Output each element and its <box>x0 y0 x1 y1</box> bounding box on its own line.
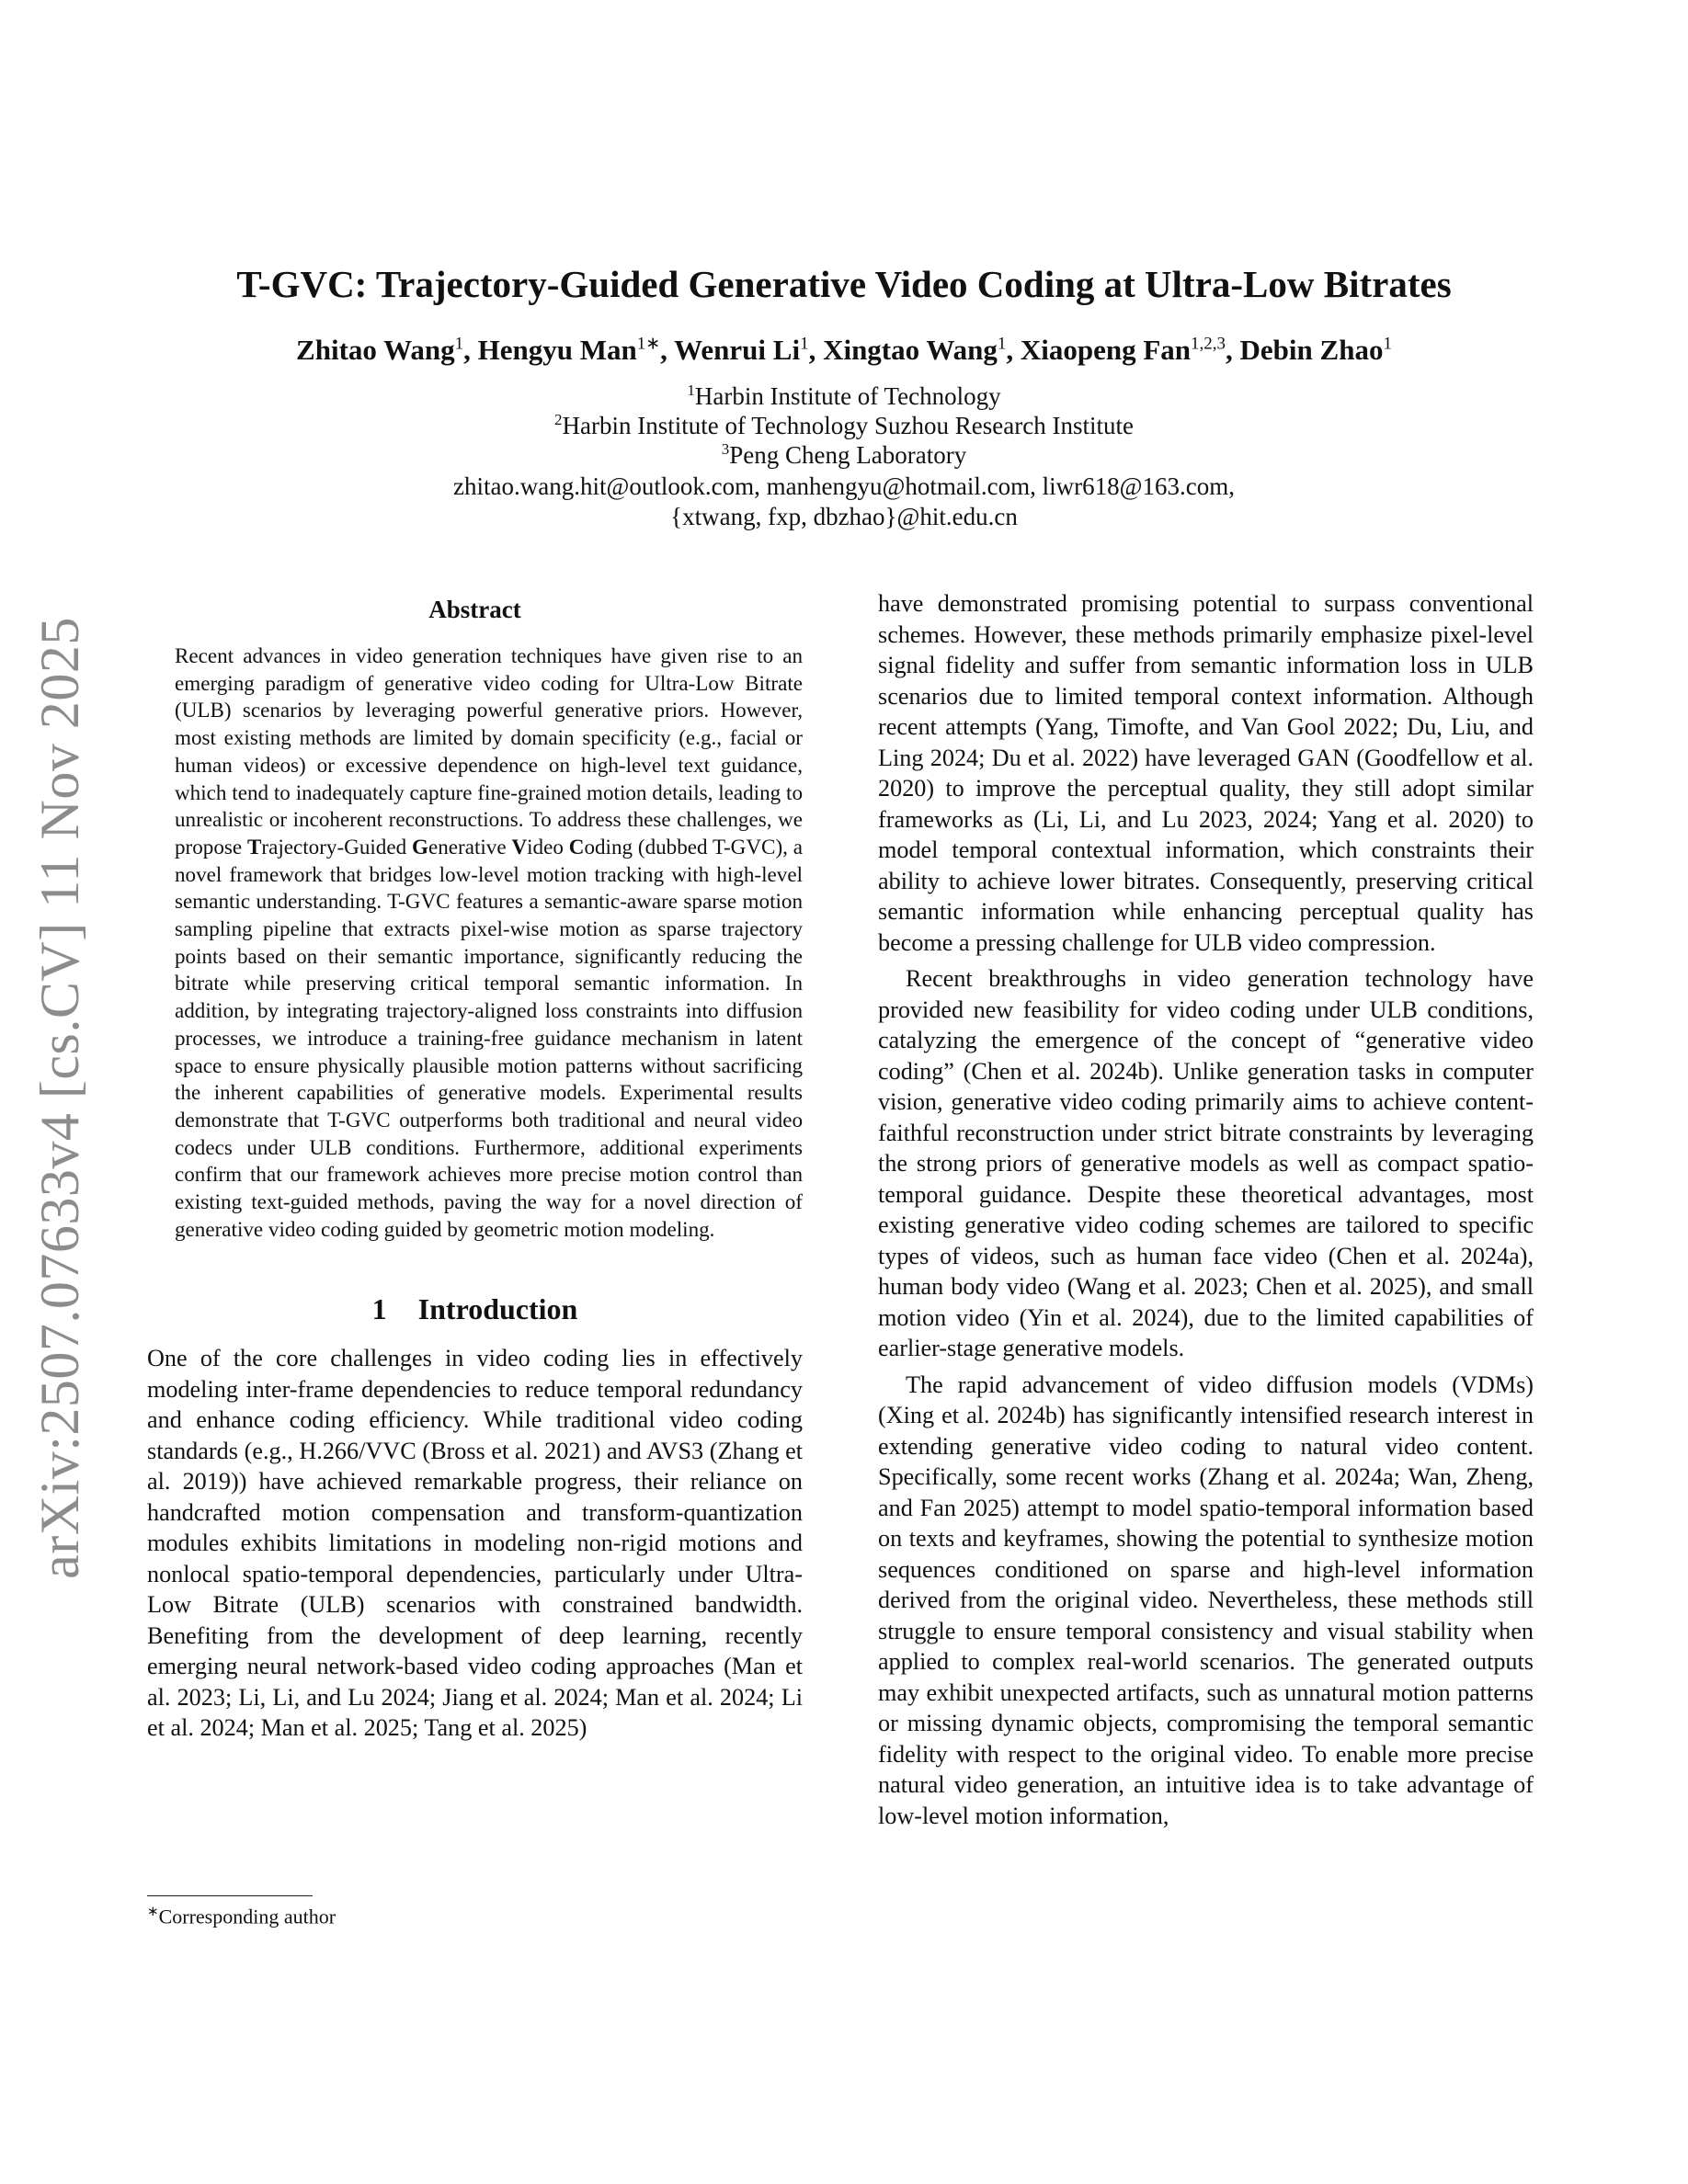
affiliation: $^2$Harbin Institute of Technology Suzhou Research Institute <box>554 411 1134 439</box>
footnote <box>147 1903 699 1928</box>
arxiv-side-stamp <box>18 599 101 1597</box>
author-affil-mark: 1∗ <box>636 334 661 354</box>
author-emails: zhitao.wang.hit@outlook.com, manhengyu@hotmail.com, liwr618@163.com, <box>453 472 1235 500</box>
affiliation: $^3$Peng Cheng Laboratory <box>721 440 967 469</box>
affiliation: $^1$Harbin Institute of Technology <box>687 381 1001 410</box>
left-column <box>147 588 803 1744</box>
paper-title: T-GVC: Trajectory-Guided Generative Video Coding at Ultra-Low Bitrates <box>236 263 1452 305</box>
author-affil-mark: 1,2,3 <box>1191 334 1226 354</box>
footnote-divider <box>147 1895 313 1896</box>
author-affil-mark: 1 <box>997 334 1007 354</box>
author-affil-mark: 1 <box>1383 334 1392 354</box>
footnote-mark: ∗ <box>147 1905 159 1919</box>
body-paragraph: One of the core challenges in video coding lies in effectively modeling inter-frame dependencies to reduce temporal redundancy and enhance coding efficiency. While traditional video coding standards (e.g., H.266/VVC (Bross et al. 2021) and AVS3 (Zhang et al. 2019)) have achieved remarkable progress, their reliance on handcrafted motion compensation and transform-quantization modules exhibits limitations in modeling non-rigid motions and nonlocal spatio-temporal dependencies, particularly under Ultra-Low Bitrate (ULB) scenarios with constrained bandwidth. Benefiting from the development of deep learning, recently emerging neural network-based video coding approaches (Man et al. 2023; Li, Li, and Lu 2024; Jiang et al. 2024; Man et al. 2024; Li et al. 2024; Man et al. 2025; Tang et al. 2025) <box>147 1345 803 1742</box>
abstract-text: Recent advances in video generation techniques have given rise to an emerging paradigm of generative video coding for Ultra-Low Bitrate (ULB) scenarios by leveraging powerful generative priors. However, most existing methods are limited by domain specificity (e.g., facial or human videos) or excessive dependence on high-level text guidance, which tend to inadequately capture fine-grained motion details, leading to unrealistic or incoherent reconstructions. To address these challenges, we propose Trajectory-Guided Generative Video Coding (dubbed T-GVC), a novel framework that bridges low-level motion tracking with high-level semantic understanding. T-GVC features a semantic-aware sparse motion sampling pipeline that extracts pixel-wise motion as sparse trajectory points based on their semantic importance, significantly reducing the bitrate while preserving critical temporal semantic information. In addition, by integrating trajectory-aligned loss constraints into diffusion processes, we introduce a training-free guidance mechanism in latent space to ensure physically plausible motion patterns without sacrificing the inherent capabilities of generative models. Experimental results demonstrate that T-GVC outperforms both traditional and neural video codecs under ULB conditions. Furthermore, additional experiments confirm that our framework achieves more precise motion control than existing text-guided methods, paving the way for a novel direction of generative video coding guided by geometric motion modeling. <box>175 643 804 1241</box>
section-number: 1 <box>371 1292 387 1326</box>
body-paragraph: have demonstrated promising potential to surpass conventional schemes. However, these methods primarily emphasize pixel-level signal fidelity and suffer from semantic information loss in ULB scenarios due to limited temporal context information. Although recent attempts (Yang, Timofte, and Van Gool 2022; Du, Liu, and Ling 2024; Du et al. 2022) have leveraged GAN (Goodfellow et al. 2020) to improve the perceptual quality, they still adopt similar frameworks as (Li, Li, and Lu 2023, 2024; Yang et al. 2020) to model temporal contextual information, which constraints their ability to achieve lower bitrates. Consequently, preserving critical semantic information while enhancing perceptual quality has become a pressing challenge for ULB video compression. <box>878 590 1534 956</box>
body-paragraph: The rapid advancement of video diffusion models (VDMs) (Xing et al. 2024b) has significantly intensified research interest in extending generative video coding to natural video content. Specifically, some recent works (Zhang et al. 2024a; Wan, Zheng, and Fan 2025) attempt to model spatio-temporal information based on texts and keyframes, showing the potential to synthesize motion sequences conditioned on sparse and high-level information derived from the original video. Nevertheless, these methods still struggle to ensure temporal consistency and visual stability when applied to complex real-world scenarios. The generated outputs may exhibit unexpected artifacts, such as unnatural motion patterns or missing dynamic objects, compromising the temporal semantic fidelity with respect to the original video. To enable more precise natural video generation, an intuitive idea is to take advantage of low-level motion information, <box>878 1371 1534 1829</box>
author-name: Debin Zhao <box>1239 334 1384 366</box>
author-emails: {xtwang, fxp, dbzhao}@hit.edu.cn <box>670 503 1018 530</box>
author-name: Hengyu Man <box>477 334 637 366</box>
author-affil-mark: 1 <box>454 334 464 354</box>
arxiv-identifier: arXiv:2507.07633v4 [cs.CV] 11 Nov 2025 <box>29 617 90 1579</box>
author-name: Wenrui Li <box>674 334 801 366</box>
author-name: Zhitao Wang <box>296 334 455 366</box>
footnote-text: Corresponding author <box>158 1905 336 1928</box>
author-list: Zhitao Wang$^1$, Hengyu Man$^{1∗}$, Wenrui Li$^1$, Xingtao Wang$^1$, Xiaopeng Fan$^{1,2,3}$, Debin Zhao$^1$ <box>296 334 1392 366</box>
right-column <box>878 588 1534 1831</box>
section-heading-introduction <box>147 1292 803 1326</box>
author-name: Xingtao Wang <box>823 334 998 366</box>
author-affil-mark: 1 <box>800 334 809 354</box>
abstract-heading: Abstract <box>428 596 521 623</box>
section-title: Introduction <box>417 1292 578 1326</box>
body-paragraph: Recent breakthroughs in video generation technology have provided new feasibility for video coding under ULB conditions, catalyzing the emergence of the concept of “generative video coding” (Chen et al. 2024b). Unlike generation tasks in computer vision, generative video coding primarily aims to achieve content-faithful reconstruction under strict bitrate constraints by leveraging the strong priors of generative models as well as compact spatio-temporal guidance. Despite these theoretical advantages, most existing generative video coding schemes are tailored to specific types of videos, such as human face video (Chen et al. 2024a), human body video (Wang et al. 2023; Chen et al. 2025), and small motion video (Yin et al. 2024), due to the limited capabilities of earlier-stage generative models. <box>878 965 1534 1361</box>
author-name: Xiaopeng Fan <box>1020 334 1192 366</box>
